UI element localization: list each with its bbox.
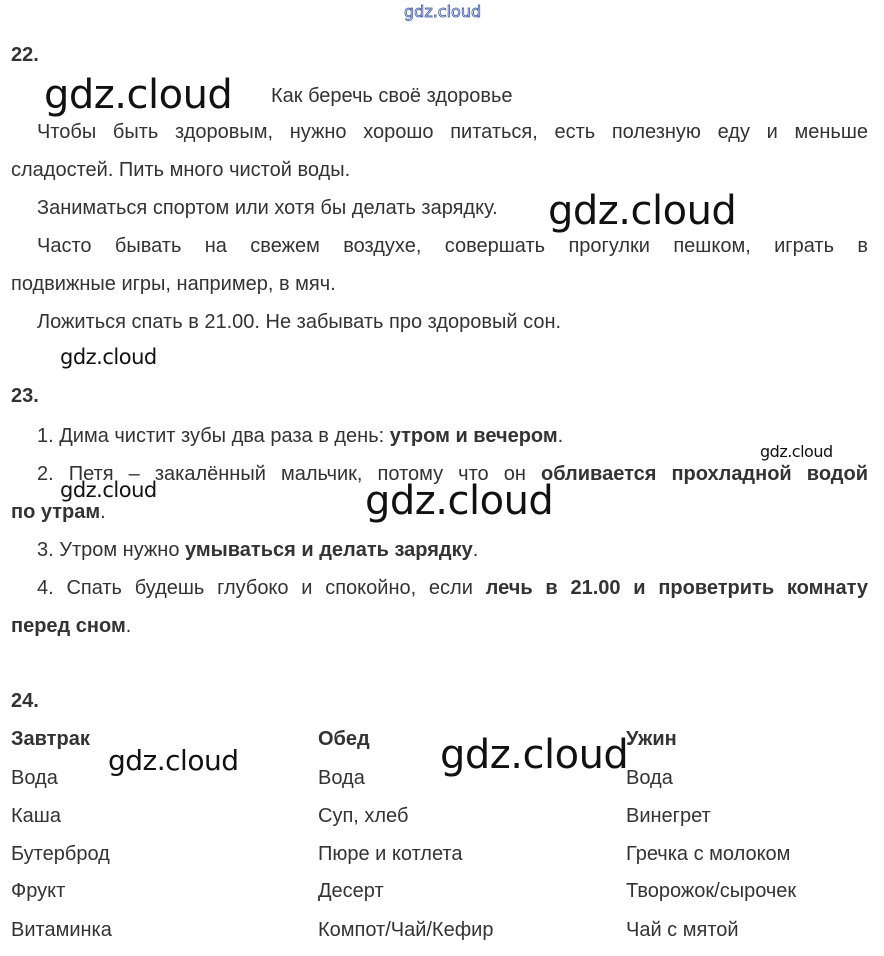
sentence-2-text: 2. Петя – закалённый мальчик, потому что он	[37, 463, 541, 485]
menu-item: Вода	[626, 767, 673, 789]
sentence-4-end: .	[125, 615, 132, 637]
menu-header-dinner: Ужин	[626, 728, 677, 750]
menu-item: Вода	[318, 767, 365, 789]
sentence-2-answer: обливается прохладной водой	[540, 463, 868, 485]
task-22-p3-line2: подвижные игры, например, в мяч.	[11, 273, 336, 295]
sentence-1-answer: утром и вечером	[389, 425, 558, 447]
task-23-sentence-2-line2	[11, 500, 106, 524]
sentence-2-answer-cont: по утрам	[11, 501, 101, 523]
menu-item: Вода	[11, 767, 58, 789]
menu-item: Винегрет	[626, 805, 711, 827]
task-23-sentence-1	[37, 424, 563, 448]
menu-item: Десерт	[318, 880, 384, 902]
sentence-1-text: 1. Дима чистит зубы два раза в день:	[37, 425, 390, 447]
sentence-3-text: 3. Утром нужно	[37, 539, 186, 561]
menu-item: Творожок/сырочек	[626, 880, 797, 902]
watermark-1: gdz.cloud	[44, 72, 233, 118]
task-22-title: Как беречь своё здоровье	[271, 85, 513, 107]
watermark-7: gdz.cloud	[108, 744, 239, 777]
watermark-2: gdz.cloud	[548, 188, 737, 234]
sentence-1-end: .	[557, 425, 564, 447]
task-23-sentence-4-line2	[11, 614, 131, 638]
menu-item: Каша	[11, 805, 61, 827]
sentence-4-answer-cont: перед сном	[11, 615, 126, 637]
watermark-4: gdz.cloud	[760, 442, 833, 461]
menu-item: Суп, хлеб	[318, 805, 409, 827]
task-22-p4: Ложиться спать в 21.00. Не забывать про здоровый сон.	[37, 311, 562, 333]
sentence-4-answer: лечь в 21.00 и проветрить комнату	[485, 577, 869, 599]
sentence-3-answer: умываться и делать зарядку	[185, 539, 473, 561]
task-23-number: 23.	[11, 385, 39, 407]
task-22-p3-line1: Часто бывать на свежем воздухе, совершать прогулки пешком, играть в	[37, 235, 868, 257]
watermark-3: gdz.cloud	[60, 345, 157, 369]
menu-header-breakfast: Завтрак	[11, 728, 90, 750]
menu-item: Чай с мятой	[626, 919, 739, 941]
menu-header-lunch: Обед	[318, 728, 370, 750]
sentence-2-end: .	[100, 501, 106, 523]
watermark-8: gdz.cloud	[440, 732, 629, 778]
menu-item: Гречка с молоком	[626, 843, 791, 865]
task-23-sentence-4-line1	[37, 576, 868, 600]
watermark-top: gdz.cloud	[404, 2, 482, 21]
task-24-number: 24.	[11, 690, 39, 712]
task-22-p1-line2: сладостей. Пить много чистой воды.	[11, 159, 351, 181]
menu-item: Пюре и котлета	[318, 843, 463, 865]
menu-item: Фрукт	[11, 880, 66, 902]
task-22-number: 22.	[11, 44, 39, 66]
menu-item: Витаминка	[11, 919, 112, 941]
menu-item: Компот/Чай/Кефир	[318, 919, 494, 941]
sentence-4-text: 4. Спать будешь глубоко и спокойно, если	[37, 577, 486, 599]
menu-item: Бутерброд	[11, 843, 110, 865]
task-23-sentence-3	[37, 538, 478, 562]
task-22-p2: Заниматься спортом или хотя бы делать зарядку.	[37, 197, 498, 219]
watermark-6: gdz.cloud	[365, 478, 554, 524]
watermark-5: gdz.cloud	[60, 478, 157, 502]
sentence-3-end: .	[472, 539, 479, 561]
task-22-p1-line1: Чтобы быть здоровым, нужно хорошо питаться, есть полезную еду и меньше	[37, 121, 868, 143]
